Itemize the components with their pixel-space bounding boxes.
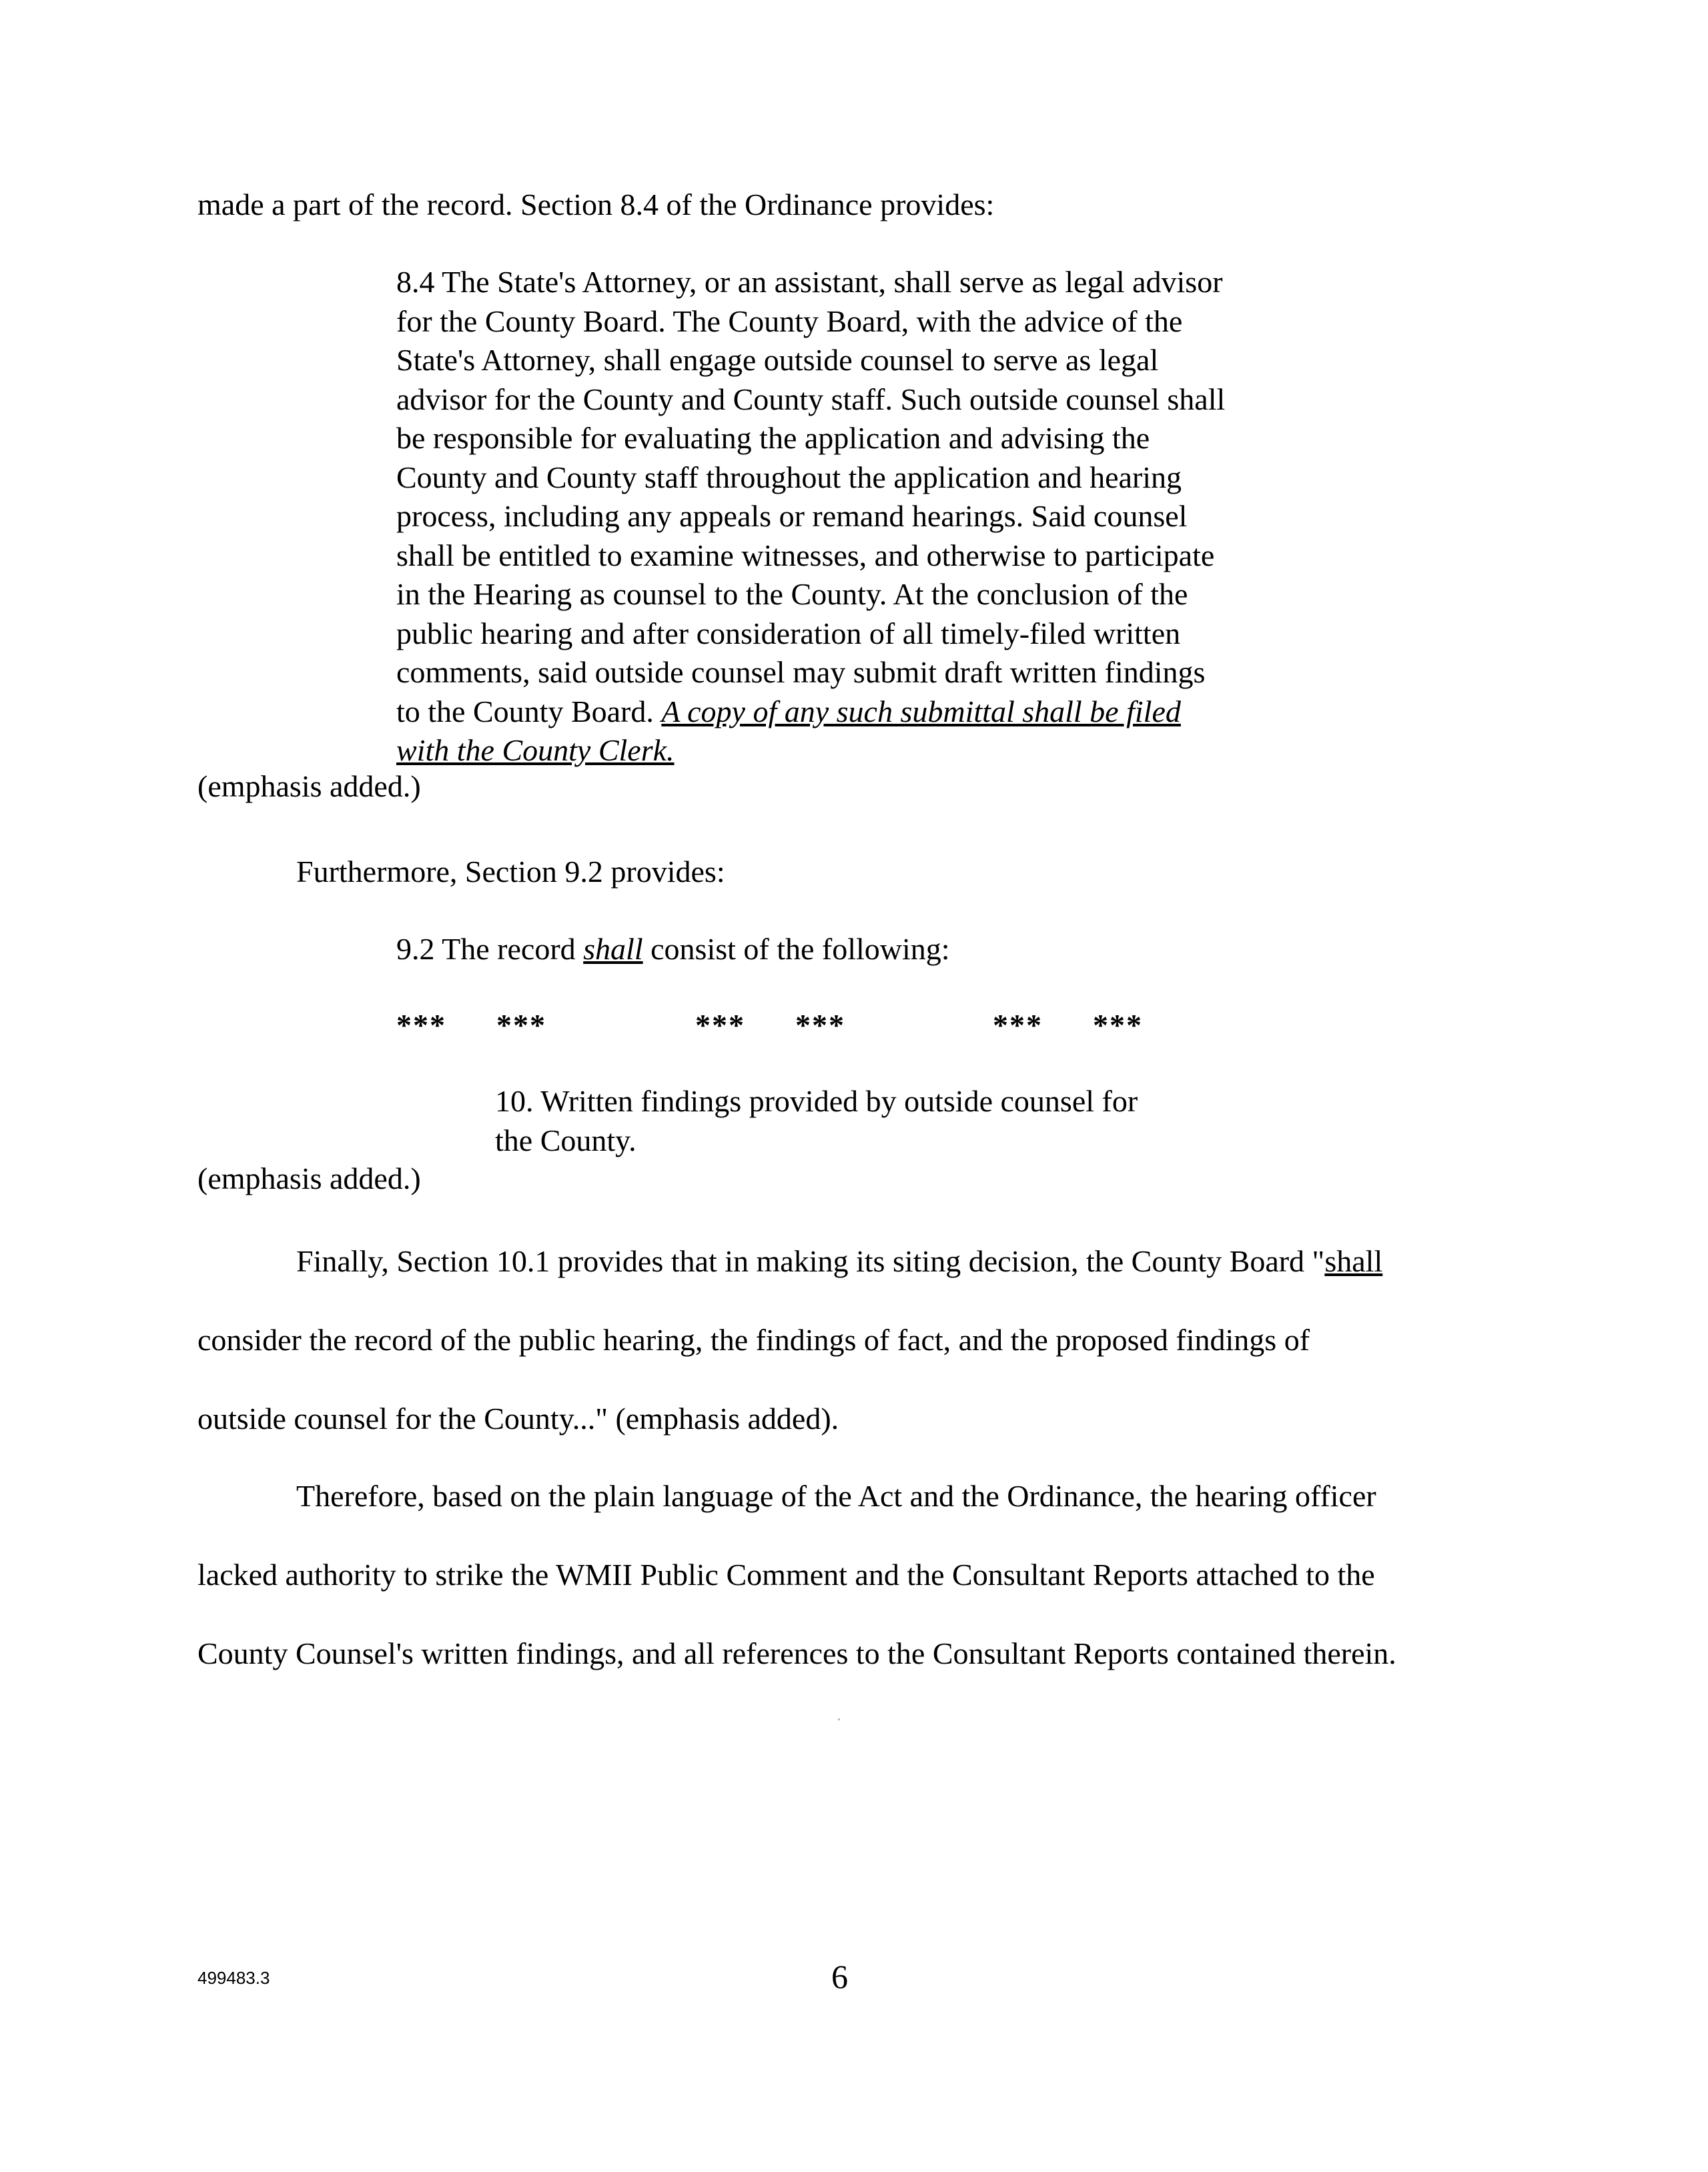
quote-line: comments, said outside counsel may submit draft written findings [396, 655, 1206, 689]
ellipsis-stars: *** [396, 1008, 446, 1042]
emphasis-note: (emphasis added.) [197, 1161, 421, 1195]
ellipsis-stars: *** [993, 1008, 1043, 1042]
document-id: 499483.3 [197, 1968, 270, 1988]
ellipsis-stars: *** [1093, 1008, 1143, 1042]
quote-line: be responsible for evaluating the application and advising the [396, 421, 1150, 455]
therefore-paragraph-line: County Counsel's written findings, and all references to the Consultant Reports contained therein. [197, 1636, 1396, 1670]
quote-line-mixed [396, 692, 1344, 732]
intro-text: made a part of the record. Section 8.4 of the Ordinance provides: [197, 187, 995, 221]
quote-line: in the Hearing as counsel to the County. At the conclusion of the [396, 577, 1188, 611]
quote-emphasis-text: A copy of any such submittal shall be filed [661, 694, 1181, 728]
scan-speck [838, 1718, 840, 1720]
emphasis-note: (emphasis added.) [197, 769, 421, 803]
quote-section-9-2 [396, 930, 950, 969]
quote-line: State's Attorney, shall engage outside counsel to serve as legal [396, 343, 1159, 377]
ellipsis-stars: *** [695, 1008, 745, 1042]
quote-line: 8.4 The State's Attorney, or an assistant, shall serve as legal advisor [396, 265, 1223, 299]
quote-line: shall be entitled to examine witnesses, and otherwise to participate [396, 538, 1215, 572]
finally-paragraph-line: consider the record of the public hearing, the findings of fact, and the proposed findings of [197, 1323, 1310, 1357]
quote-line: process, including any appeals or remand hearings. Said counsel [396, 499, 1188, 533]
page-number: 6 [831, 1958, 848, 1995]
quote-plain-text: consist of the following: [643, 932, 950, 966]
finally-paragraph-line [296, 1242, 1382, 1281]
ellipsis-stars: *** [795, 1008, 845, 1042]
quote-line: public hearing and after consideration of all timely-filed written [396, 616, 1181, 650]
quote-plain-text: 9.2 The record [396, 932, 584, 966]
paragraph-text: Finally, Section 10.1 provides that in making its siting decision, the County Board " [296, 1244, 1325, 1278]
underlined-text: shall [1324, 1244, 1383, 1278]
therefore-paragraph-line: lacked authority to strike the WMII Public Comment and the Consultant Reports attached to the [197, 1558, 1375, 1592]
furthermore-text: Furthermore, Section 9.2 provides: [296, 855, 725, 889]
item-line: 10. Written findings provided by outside counsel for [495, 1084, 1138, 1118]
record-item-10 [495, 1082, 1138, 1160]
quote-emphasis-text: with the County Clerk. [396, 733, 675, 767]
finally-paragraph-line: outside counsel for the County..." (emphasis added). [197, 1402, 839, 1436]
quote-plain-text: to the County Board. [396, 694, 662, 728]
quote-line: for the County Board. The County Board, with the advice of the [396, 304, 1183, 338]
therefore-paragraph-line: Therefore, based on the plain language of the Act and the Ordinance, the hearing officer [296, 1479, 1376, 1513]
quote-emphasis-text: shall [583, 932, 643, 966]
quote-line: advisor for the County and County staff. Such outside counsel shall [396, 382, 1226, 416]
ellipsis-stars: *** [496, 1008, 546, 1042]
item-line: the County. [495, 1123, 636, 1157]
block-quote-section-8-4 [396, 263, 1344, 770]
quote-line: County and County staff throughout the application and hearing [396, 460, 1182, 494]
